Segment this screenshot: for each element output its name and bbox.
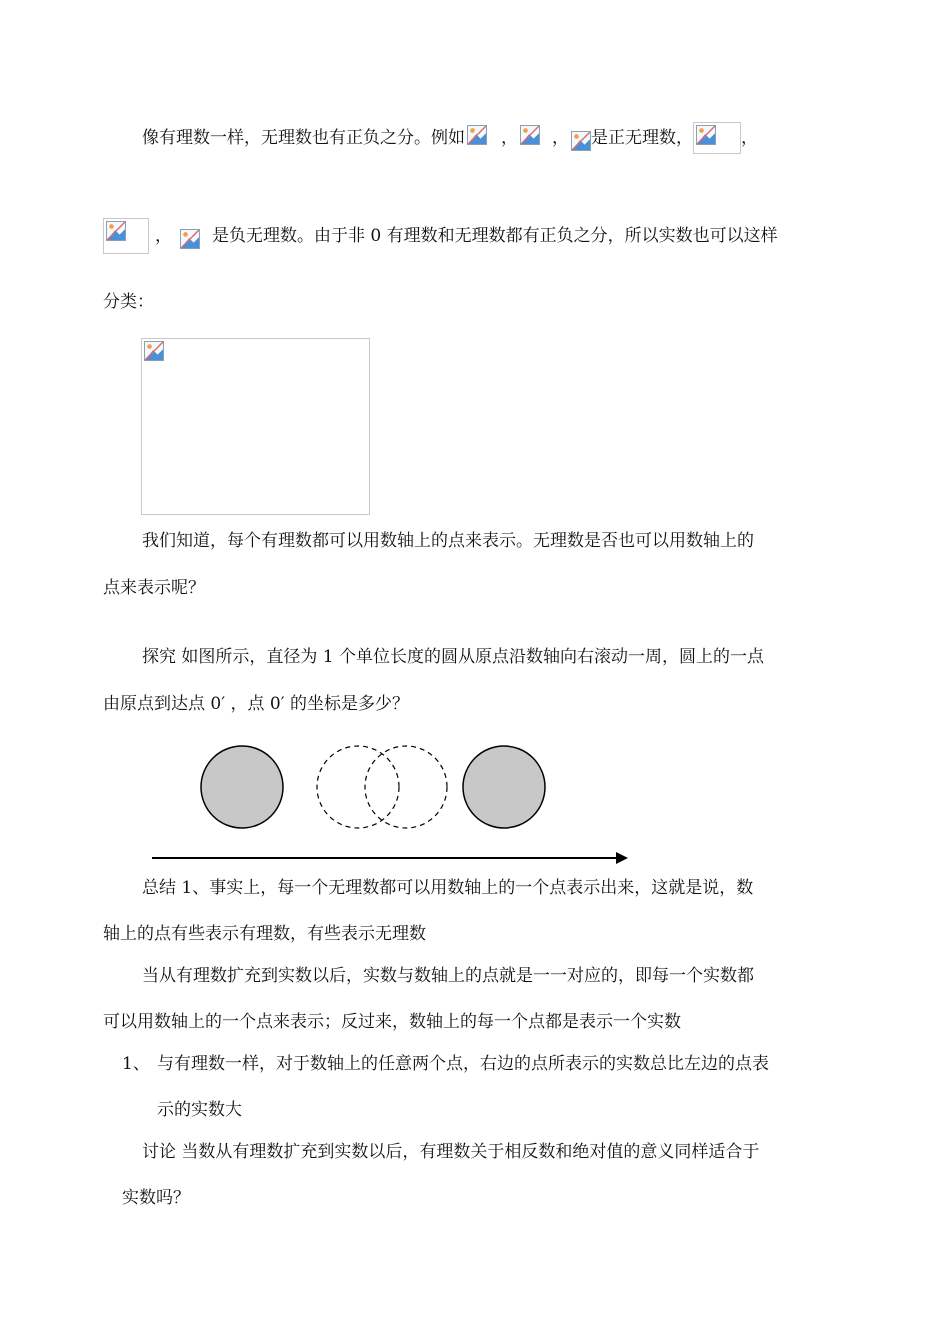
paragraph-1-text-b: 是正无理数， [591,128,693,148]
broken-image-icon [467,125,487,145]
comma: ， [501,128,518,148]
list-item-number: 1、 [122,1054,150,1074]
classification-figure-image [141,338,370,515]
paragraph-1-text-c: 是负无理数。由于非 0 有理数和无理数都有正负之分，所以实数也可以这样 [212,226,778,246]
paragraph-1-line-1 [142,122,758,154]
explore-line-2: 由原点到达点 0′ ，点 0′ 的坐标是多少？ [103,694,409,714]
comma: ， [552,128,569,148]
broken-image-icon [571,131,591,151]
explore-line-1: 探究 如图所示，直径为 1 个单位长度的圆从原点沿数轴向右滚动一周，圆上的一点 [142,647,765,667]
paragraph-1-text-a: 像有理数一样，无理数也有正负之分。例如 [142,128,465,148]
start-circle [201,746,283,828]
inline-image-6 [178,221,212,251]
rolling-circle-dashed-1 [317,746,399,828]
list-item-line-2: 示的实数大 [157,1100,242,1120]
paragraph-1-line-2 [103,218,778,254]
broken-image-icon [520,125,540,145]
broken-image-icon [180,229,200,249]
inline-image-4 [693,122,741,154]
inline-image-5 [103,218,149,254]
comma: ， [155,226,172,246]
inline-image-3 [569,125,591,151]
paragraph-classify: 分类： [103,292,154,312]
summary-line-1: 总结 1、事实上，每一个无理数都可以用数轴上的一个点表示出来，这就是说，数 [142,878,754,898]
correspondence-line-1: 当从有理数扩充到实数以后，实数与数轴上的点就是一一对应的，即每一个实数都 [142,966,754,986]
inline-image-1 [465,123,501,153]
discussion-line-1: 讨论 当数从有理数扩充到实数以后，有理数关于相反数和绝对值的意义同样适合于 [142,1142,760,1162]
rolling-circle-diagram [140,735,640,870]
broken-image-icon [144,341,164,361]
summary-line-2: 轴上的点有些表示有理数，有些表示无理数 [103,924,426,944]
paragraph-2-line-2: 点来表示呢？ [103,578,205,598]
discussion-line-2: 实数吗？ [122,1188,190,1208]
paragraph-2-line-1: 我们知道，每个有理数都可以用数轴上的点来表示。无理数是否也可以用数轴上的 [142,531,754,551]
axis-arrow-head [616,852,628,864]
correspondence-line-2: 可以用数轴上的一个点来表示；反过来，数轴上的每一个点都是表示一个实数 [103,1012,681,1032]
inline-image-2 [518,123,552,153]
list-item-line-1: 与有理数一样，对于数轴上的任意两个点，右边的点所表示的实数总比左边的点表 [157,1054,769,1074]
broken-image-icon [106,221,126,241]
rolling-circle-dashed-2 [365,746,447,828]
broken-image-icon [696,125,716,145]
comma: ， [741,128,758,148]
end-circle [463,746,545,828]
